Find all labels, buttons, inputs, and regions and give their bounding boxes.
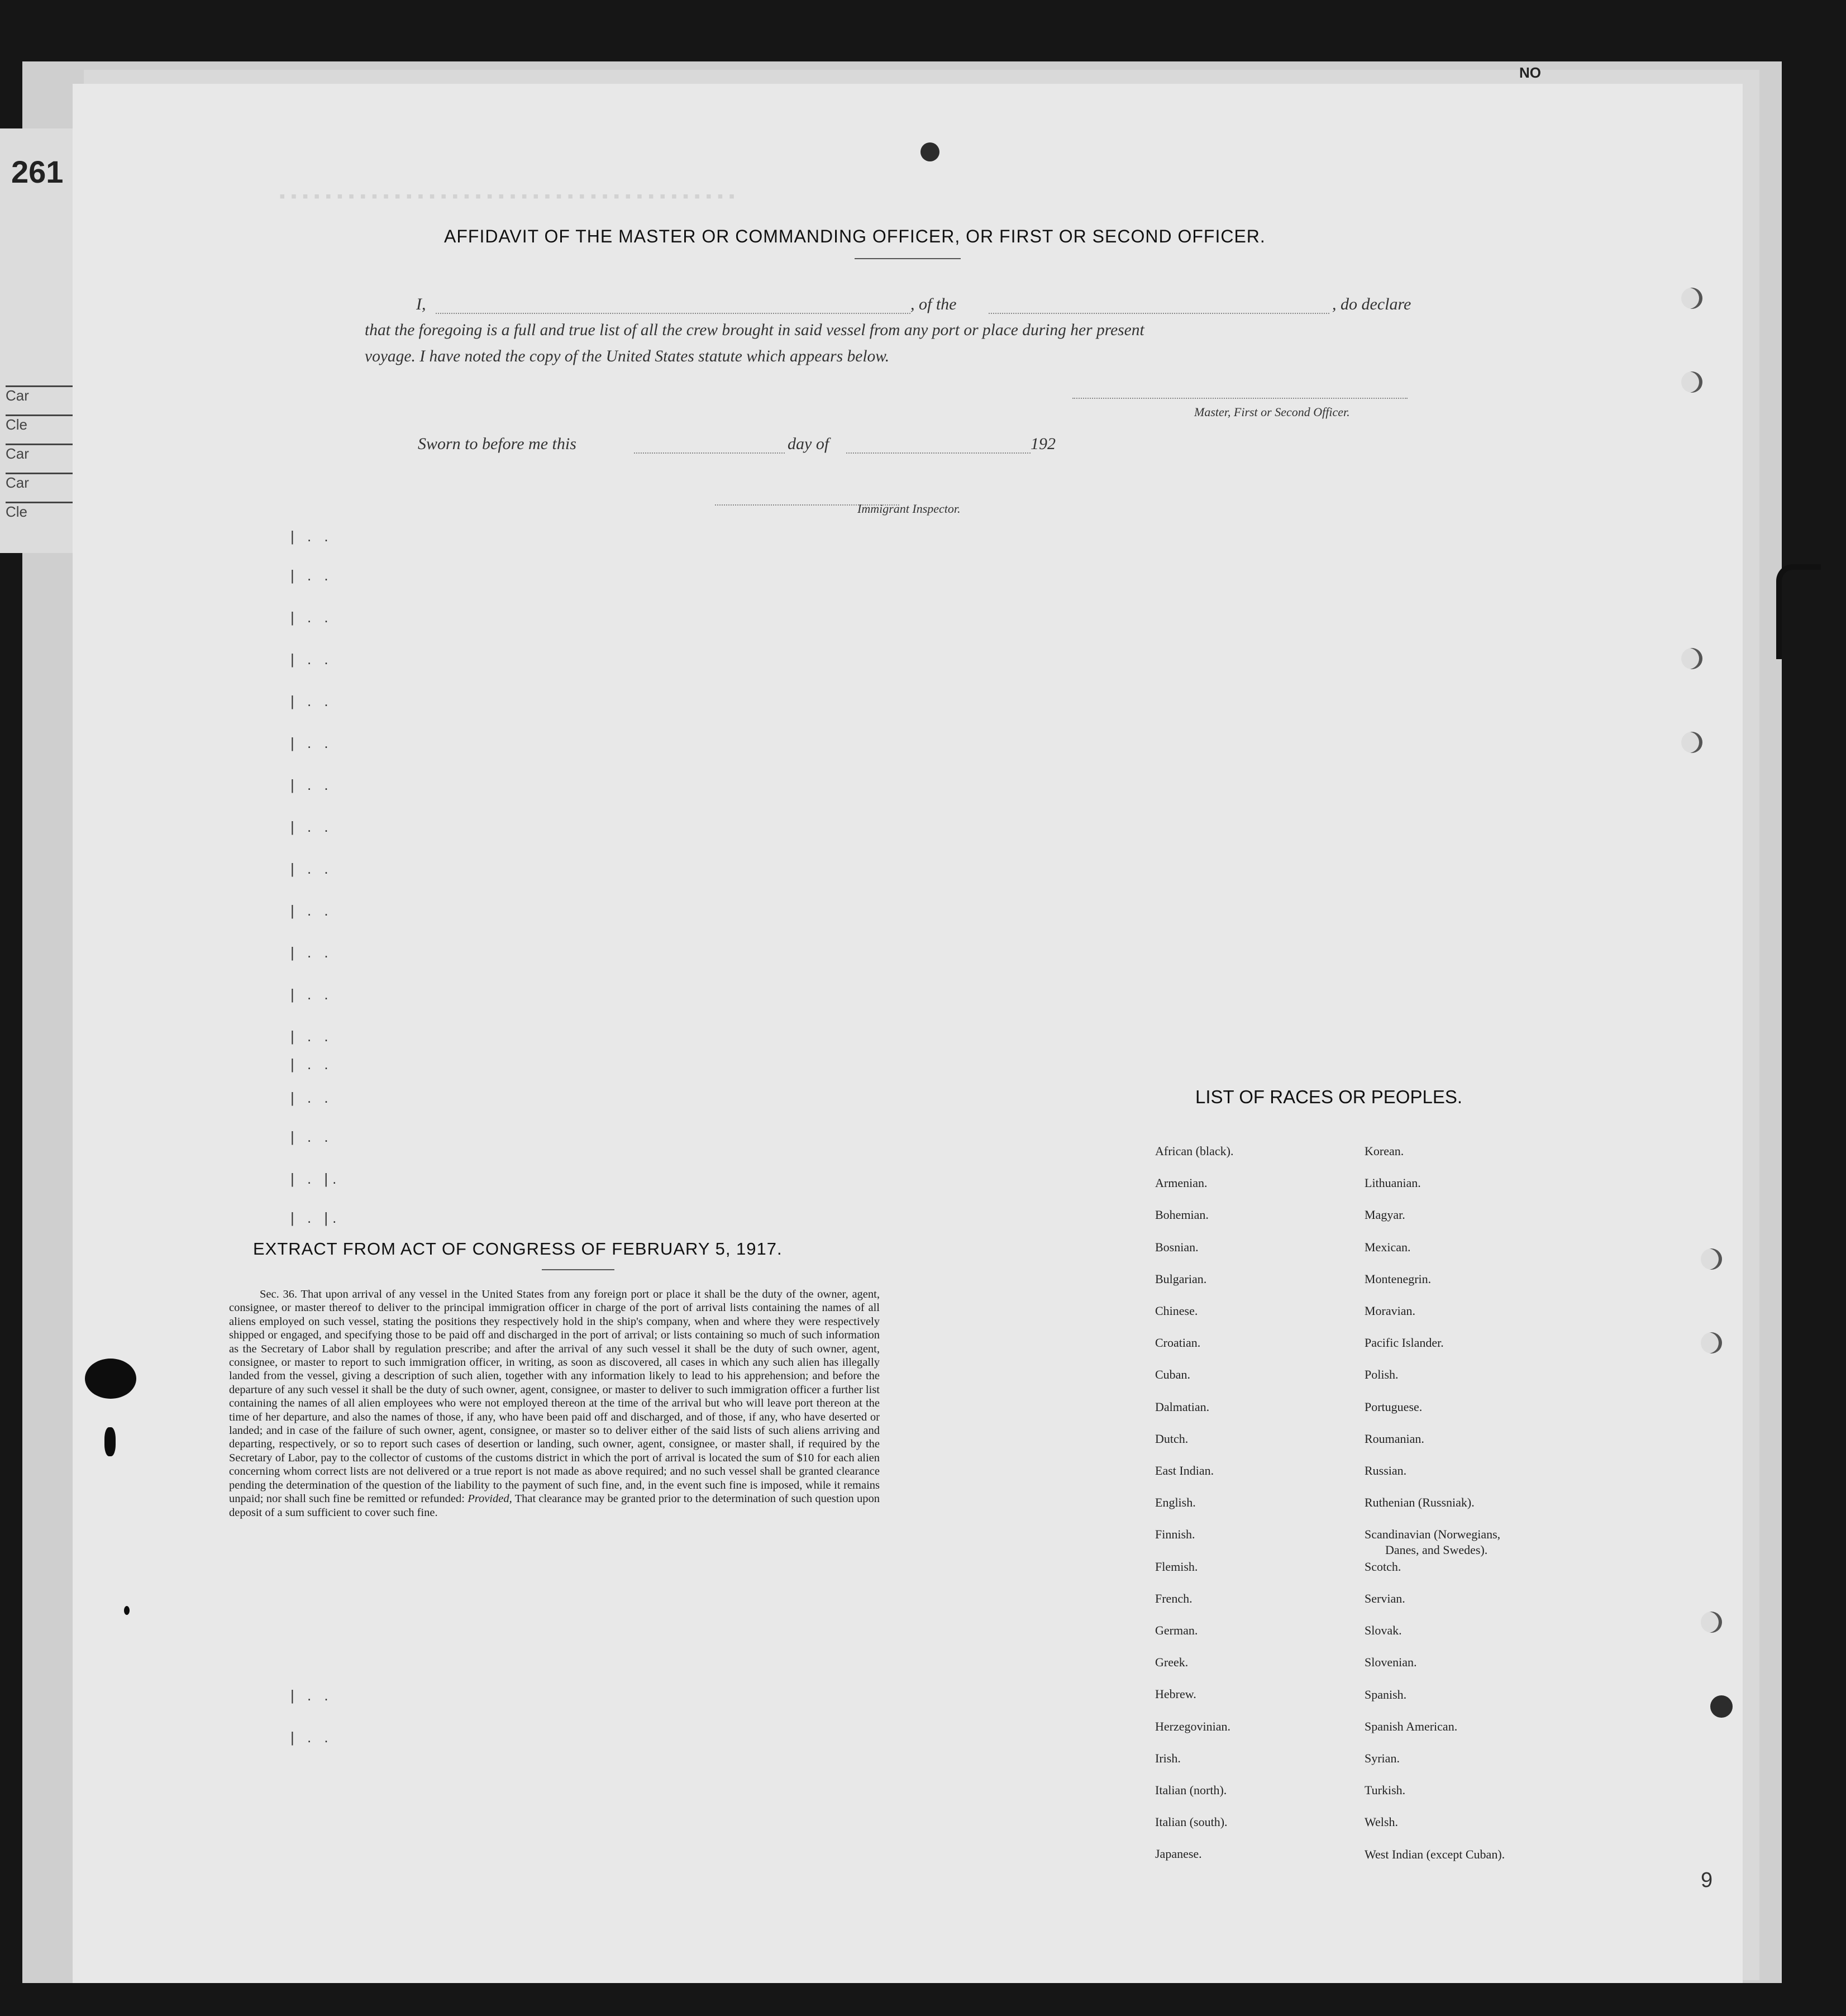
row-marker: | . . [290,1056,333,1073]
edge-header-fragment: 261 [11,154,64,189]
left-tab-3: Car [6,444,73,474]
row-marker: | . . [290,651,333,668]
binder-hole [1701,1612,1722,1633]
race-item: Danes, and Swedes). [1385,1542,1488,1557]
month-blank [846,452,1031,454]
row-marker: | . |. [290,1170,341,1187]
race-item: Spanish American. [1365,1719,1458,1733]
race-item: Italian (south). [1155,1815,1228,1829]
row-marker: | . . [290,528,333,545]
extract-title: EXTRACT FROM ACT OF CONGRESS OF FEBRUARY 5, 1917. [253,1239,783,1259]
margin-handwriting-mark [1776,564,1821,659]
row-marker: | . . [290,860,333,877]
affidavit-line3: voyage. I have noted the copy of the United States statute which appears below. [365,347,890,365]
race-item: Servian. [1365,1591,1405,1605]
race-item: Dutch. [1155,1431,1189,1446]
race-item: Cuban. [1155,1367,1190,1382]
name-blank [436,313,910,314]
race-item: Dalmatian. [1155,1399,1210,1414]
extract-body [229,1288,880,1519]
section-label: Sec. 36. [260,1288,298,1300]
race-item: Hebrew. [1155,1687,1196,1702]
races-title: LIST OF RACES OR PEOPLES. [1195,1086,1463,1107]
race-item: Italian (north). [1155,1783,1227,1797]
race-item: Slovenian. [1365,1655,1417,1670]
race-item: Croatian. [1155,1336,1201,1350]
race-item: Welsh. [1365,1815,1398,1829]
race-item: Pacific Islander. [1365,1336,1444,1350]
race-item: Herzegovinian. [1155,1719,1230,1733]
row-marker: | . . [290,609,333,626]
proviso-text: That clearance may be granted prior to the determination of such question upon deposit of a sum sufficient to cover such fine. [229,1493,880,1519]
affidavit-line2: that the foregoing is a full and true list of all the crew brought in said vessel from any port or place during her present [365,321,1144,339]
row-marker: | . . [290,1128,333,1145]
binder-hole [1681,648,1702,669]
punch-mark [920,142,939,161]
binder-hole [1681,371,1702,393]
binder-hole [1681,732,1702,753]
ink-mark [124,1606,130,1615]
race-item: German. [1155,1623,1198,1637]
race-item: Moravian. [1365,1304,1416,1318]
row-marker: | . . [290,1729,333,1746]
proviso-label: Provided, [468,1493,512,1505]
row-marker: | . . [290,902,333,919]
race-item: Montenegrin. [1365,1271,1432,1286]
row-marker: | . . [290,567,333,584]
race-item: West Indian (except Cuban). [1365,1847,1505,1861]
left-card-strip [0,128,80,553]
race-item: Scandinavian (Norwegians, [1365,1527,1501,1542]
vessel-blank [989,313,1329,314]
row-marker: | . . [290,944,333,961]
row-marker: | . . [290,693,333,709]
row-marker: | . . [290,735,333,751]
race-item: Bosnian. [1155,1240,1199,1254]
bleed-through-text: ▪▪▪▪▪▪▪▪▪▪▪▪▪▪▪▪▪▪▪▪▪▪▪▪▪▪▪▪▪▪▪▪▪▪▪▪▪▪▪▪ [279,187,741,206]
left-tab-1: Car [6,385,73,416]
affidavit-line1-mid: , of the [910,295,957,313]
binder-hole [1681,288,1702,309]
race-item: Bulgarian. [1155,1271,1207,1286]
race-item: Scotch. [1365,1559,1401,1574]
race-item: Bohemian. [1155,1208,1209,1222]
race-item: Mexican. [1365,1240,1411,1254]
left-tab-5: Cle [6,502,73,532]
affidavit-line1-start: I, [416,295,426,313]
signature-blank [1072,398,1408,399]
binder-hole-dark [1710,1695,1733,1718]
race-item: Irish. [1155,1751,1181,1765]
inspector-label: Immigrant Inspector. [857,502,961,516]
extract-title-rule [542,1269,614,1270]
race-item: Finnish. [1155,1527,1195,1542]
affidavit-title: AFFIDAVIT OF THE MASTER OR COMMANDING OFFICER, OR FIRST OR SECOND OFFICER. [444,226,1266,246]
race-item: Flemish. [1155,1559,1198,1574]
race-item: French. [1155,1591,1192,1605]
row-marker: | . . [290,818,333,835]
race-item: Portuguese. [1365,1399,1423,1414]
sworn-text: Sworn to before me this [418,435,576,453]
row-marker: | . . [290,1028,333,1045]
race-item: African (black). [1155,1144,1234,1158]
race-item: Ruthenian (Russniak). [1365,1495,1475,1510]
binder-hole [1701,1332,1722,1353]
top-right-number-label: NO [1519,64,1541,81]
left-tab-4: Car [6,473,73,503]
title-rule [855,258,961,259]
affidavit-line1-end: , do declare [1332,295,1411,313]
race-item: Chinese. [1155,1304,1198,1318]
race-item: East Indian. [1155,1464,1214,1478]
race-item: Russian. [1365,1464,1407,1478]
ink-mark [104,1427,116,1456]
race-item: Magyar. [1365,1208,1405,1222]
race-item: Lithuanian. [1365,1176,1421,1190]
race-item: English. [1155,1495,1196,1510]
race-item: Armenian. [1155,1176,1208,1190]
ink-blot [85,1359,136,1399]
race-item: Roumanian. [1365,1431,1424,1446]
race-item: Polish. [1365,1367,1399,1382]
row-marker: | . . [290,776,333,793]
page-number: 9 [1701,1869,1713,1892]
day-blank [634,452,785,454]
day-of-text: day of [788,435,829,453]
race-item: Syrian. [1365,1751,1400,1765]
race-item: Korean. [1365,1144,1404,1158]
signature-label: Master, First or Second Officer. [1194,405,1350,419]
binder-hole [1701,1248,1722,1270]
row-marker: | . . [290,1089,333,1106]
race-item: Spanish. [1365,1687,1407,1702]
row-marker: | . . [290,1687,333,1704]
extract-text: That upon arrival of any vessel in the United States from any foreign port or place it shall be the duty of the owner, agent, consignee, or master thereof to deliver to the principal immigration officer in charge of the port of arrival lists containing the names of all aliens employed on such vessel, stating the positions they respectively hold in the ship's company, when and where they were respectively shipped or engaged, and specifying those to be paid off and discharged in the port of arrival; or lists containing so much of such information as the Secretary of Labor shall by regulation prescribe; and after the arrival of any such vessel it shall be the duty of such owner, agent, consignee, or master to report to such immigration officer, in writing, as soon as discovered, all cases in which any such alien has illegally landed from the vessel, giving a description of such alien, together with any information likely to lead to his apprehension; and before the departure of any such vessel it shall be the duty of such owner, agent, consignee, or master to deliver to such immigration officer a further list containing the names of all alien employees who were not employed thereon at the time of the arrival but who will leave port thereon at the time of her departure, and also the names of those, if any, who have been paid off and discharged, and of those, if any, who have deserted or landed; and in case of the failure of such owner, agent, consignee, or master so to deliver either of the said lists of such aliens arriving and departing, respectively, or so to report such cases of desertion or landing, such owner, agent, consignee, or master shall, if required by the Secretary of Labor, pay to the collector of customs of the customs district in which the port of arrival is located the sum of $10 for each alien concerning whom correct lists are not delivered or a true report is not made as above required; and no such vessel shall be granted clearance pending the determination of the question of the liability to the payment of such fine, and, in the event such fine is imposed, while it remains unpaid; nor shall such fine be remitted or refunded: [229,1288,880,1505]
race-item: Japanese. [1155,1847,1202,1861]
race-item: Greek. [1155,1655,1189,1670]
race-item: Slovak. [1365,1623,1402,1638]
year-text: 192 [1031,435,1056,453]
left-tab-2: Cle [6,414,73,445]
row-marker: | . |. [290,1209,341,1226]
race-item: Turkish. [1365,1783,1406,1798]
row-marker: | . . [290,986,333,1003]
